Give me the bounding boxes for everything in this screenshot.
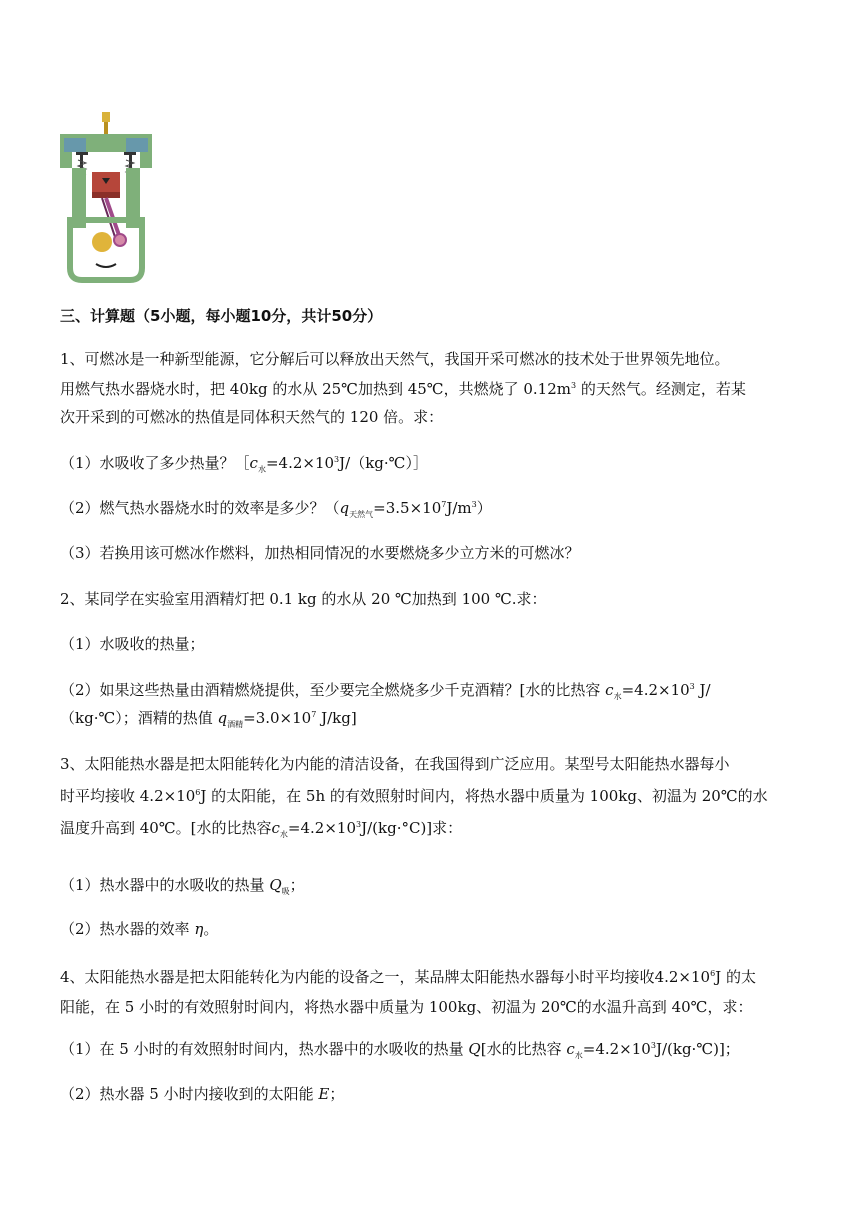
question-1-part-2: （2）燃气热水器烧水时的效率是多少？$(q_{天然气}=3.5\times 10^7J/m^3)$	[60, 499, 492, 519]
section-heading: 三、计算题（5小题，每小题10分，共计50分）	[60, 307, 383, 325]
question-3-text: 3、太阳能热水器是把太阳能转化为内能的清洁设备，在我国得到广泛应用。某型号太阳能热水器每小	[60, 755, 730, 773]
question-4-part-1: （1）在 5 小时的有效照射时间内，热水器中的水吸收的热量 Q[水的比热容 $c_水=4.2\times 10^3J/(kg\cdot℃)$]；	[60, 1040, 740, 1060]
question-4-part-2: （2）热水器 5 小时内接收到的太阳能 E；	[60, 1085, 345, 1103]
engine-cylinder-diagram-icon	[56, 108, 156, 284]
question-2-part-1: （1）水吸收的热量；	[60, 635, 205, 653]
question-4-text-line2: 阳能，在 5 小时的有效照射时间内，将热水器中质量为 100kg、初温为 20℃的水温升高到 40℃，求：	[60, 998, 753, 1016]
question-1-part-1: （1）水吸收了多少热量？$[c_水=4.2\times 10^3J/(kg\cdot℃)]$	[60, 454, 428, 474]
question-2-part-2-line2: （kg·℃）；酒精的热值 $q_{酒精}=3.0\times 10^7$ J/kg]	[60, 709, 357, 729]
question-1-part-3: （3）若换用该可燃冰作燃料，加热相同情况的水要燃烧多少立方米的可燃冰？	[60, 544, 580, 562]
question-4-text: 4、太阳能热水器是把太阳能转化为内能的设备之一，某品牌太阳能热水器每小时平均接收$4.2\times 10^6J$ 的太	[60, 968, 756, 986]
question-2-part-2: （2）如果这些热量由酒精燃烧提供，至少要完全燃烧多少千克酒精？[水的比热容 $c_水=4.2\times 10^3$ J/	[60, 681, 711, 701]
question-1-text-line2: 用燃气热水器烧水时，把 40kg 的水从 25℃加热到 45℃，共燃烧了 $0.12m^3$ 的天然气。经测定，若某	[60, 380, 746, 398]
question-1-text: 1、可燃冰是一种新型能源，它分解后可以释放出天然气，我国开采可燃冰的技术处于世界领先地位。	[60, 350, 730, 368]
question-3-text-line3: 温度升高到 40℃。[水的比热容$c_水=4.2\times 10^3J/(kg\cdot^\circ C)$]求：	[60, 819, 463, 839]
question-2-text: 2、某同学在实验室用酒精灯把 0.1 kg 的水从 20 ℃加热到 100 ℃.求：	[60, 590, 547, 608]
question-1-text-line3: 次开采到的可燃冰的热值是同体积天然气的 120 倍。求：	[60, 408, 444, 426]
question-3-part-1: （1）热水器中的水吸收的热量 $Q_吸$；	[60, 876, 305, 896]
question-3-part-2: （2）热水器的效率 η。	[60, 920, 219, 938]
question-3-text-line2: 时平均接收 $4.2\times 10^6J$ 的太阳能，在 5h 的有效照射时间内，将热水器中质量为 100kg、初温为 20℃的水	[60, 787, 768, 805]
